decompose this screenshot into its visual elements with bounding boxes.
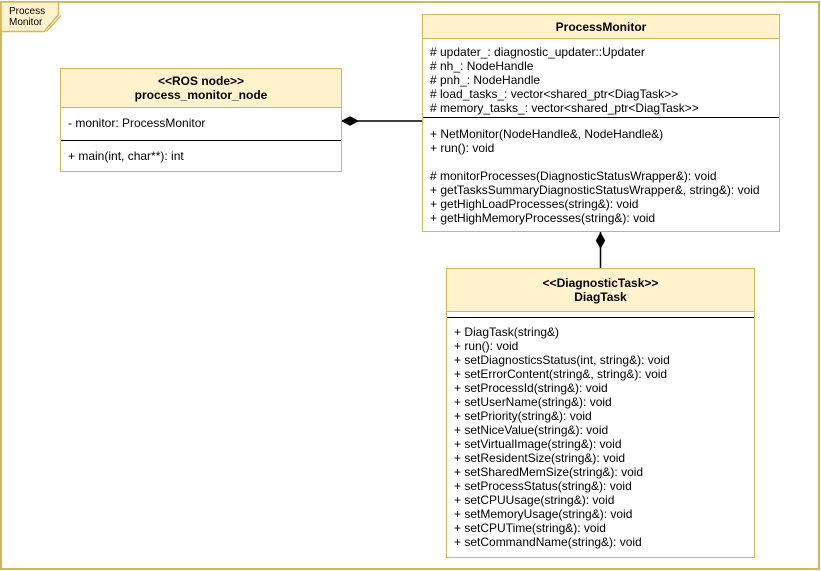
class-diagtask[interactable]: [446, 268, 755, 558]
method-row: + setProcessId(string&): void: [454, 381, 608, 395]
frame-tab-label-line1: Process: [9, 6, 46, 17]
frame-tab-label-line2: Monitor: [9, 17, 43, 28]
attribute-row: - monitor: ProcessMonitor: [68, 116, 206, 130]
method-row: + setCPUTime(string&): void: [454, 521, 606, 535]
composition-diamond-icon: [596, 232, 605, 249]
class-methods: [447, 318, 754, 557]
method-row: + setDiagnosticsStatus(int, string&): void: [454, 353, 670, 367]
class-name: DiagTask: [574, 290, 627, 304]
class-header: [61, 69, 341, 108]
class-header: [447, 269, 754, 312]
method-row: + setUserName(string&): void: [454, 395, 612, 409]
class-name: process_monitor_node: [134, 88, 268, 102]
method-row: + getTasksSummaryDiagnosticStatusWrapper&, string&): void: [430, 183, 760, 197]
attribute-row: # memory_tasks_: vector<shared_ptr<DiagTask>>: [430, 101, 699, 115]
class-methods: [423, 118, 779, 231]
class-process-monitor-node[interactable]: [60, 68, 342, 172]
method-row: + main(int, char**): int: [68, 149, 184, 163]
method-row: + getHighLoadProcesses(string&): void: [430, 197, 639, 211]
attribute-row: # pnh_: NodeHandle: [430, 73, 541, 87]
method-row: # monitorProcesses(DiagnosticStatusWrapper&): void: [430, 169, 717, 183]
composition-connector-node-to-processmonitor[interactable]: [341, 116, 422, 125]
method-row: + setPriority(string&): void: [454, 409, 592, 423]
class-attributes: [423, 39, 779, 118]
composition-connector-processmonitor-to-diagtask[interactable]: [596, 232, 605, 268]
attribute-row: # nh_: NodeHandle: [430, 59, 534, 73]
method-row: + setResidentSize(string&): void: [454, 451, 626, 465]
class-attributes: [61, 108, 341, 141]
method-row: + setVirtualImage(string&): void: [454, 437, 622, 451]
method-row: [430, 155, 772, 169]
composition-diamond-icon: [341, 116, 359, 125]
method-row: + run(): void: [454, 339, 519, 353]
class-stereotype: <<ROS node>>: [157, 74, 245, 88]
method-row: + NetMonitor(NodeHandle&, NodeHandle&): [430, 127, 664, 141]
method-row: + setMemoryUsage(string&): void: [454, 507, 633, 521]
method-row: + setNiceValue(string&): void: [454, 423, 609, 437]
method-row: + setCPUUsage(string&): void: [454, 493, 615, 507]
method-row: + setErrorContent(string&, string&): void: [454, 367, 668, 381]
method-row: + setProcessStatus(string&): void: [454, 479, 632, 493]
method-row: + setSharedMemSize(string&): void: [454, 465, 644, 479]
method-row: + DiagTask(string&): [454, 325, 560, 339]
method-row: + run(): void: [430, 141, 495, 155]
class-name: ProcessMonitor: [555, 19, 647, 34]
class-header: [423, 15, 779, 39]
class-stereotype: <<DiagnosticTask>>: [542, 276, 659, 290]
method-row: + setCommandName(string&): void: [454, 535, 642, 549]
class-processmonitor[interactable]: [422, 14, 780, 232]
class-methods: [61, 141, 341, 171]
attribute-row: # updater_: diagnostic_updater::Updater: [430, 45, 645, 59]
attribute-row: # load_tasks_: vector<shared_ptr<DiagTask>>: [430, 87, 679, 101]
method-row: + getHighMemoryProcesses(string&): void: [430, 211, 656, 225]
